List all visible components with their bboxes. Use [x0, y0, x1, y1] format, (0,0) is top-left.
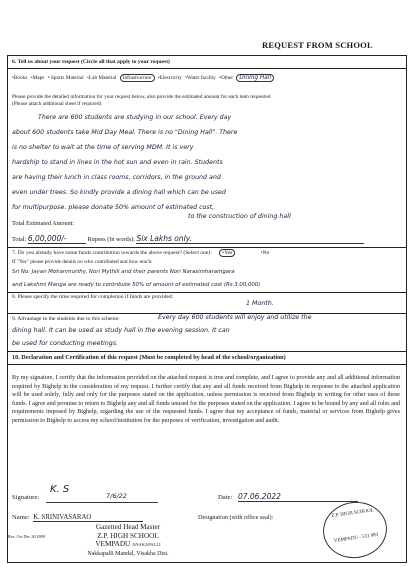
- divider: [8, 351, 406, 352]
- section-7-sub: If "Yes" please provide details on who contributed and how much:: [12, 259, 153, 265]
- request-line: is no shelter to wait at the time of serving MDM. It is very: [12, 144, 194, 151]
- other-value: Dining Hall: [236, 74, 274, 82]
- divider: [8, 292, 406, 293]
- page-header: REQUEST FROM SCHOOL: [262, 40, 373, 50]
- request-line: for multipurpose. please donate 50% amount of estimated cost,: [12, 204, 215, 211]
- funds-yes-option[interactable]: •Yes: [219, 249, 235, 257]
- seal-school: Z.P. HIGH SCHOOL: [97, 531, 159, 540]
- section-10-title: 10. Declaration and Certification of this request (Must be completed by head of the school/organization): [12, 354, 286, 361]
- signature-date: 7/6/22: [106, 492, 127, 500]
- rupees-value: Six Lakhs only.: [136, 234, 364, 244]
- signature-line: [46, 502, 158, 503]
- section-7-title: 7. Do you already have some funds contribution towards the above request? (Select one): •Yes •No: [12, 250, 270, 256]
- name-label: Name:: [12, 514, 30, 521]
- section-9-title: 9. Advantage to the students due to this scheme:: [12, 316, 120, 322]
- divider: [8, 247, 406, 248]
- contribution-line: Sri No: Jayan Mohanmurthy, Nori Mythili and their parents Nori Narasimharamgara: [12, 269, 235, 275]
- section-6-instruction-2: (Please attach additional sheet if required): [12, 101, 102, 107]
- designation-label: Designation (with office seal):: [198, 514, 274, 521]
- option-water[interactable]: •Water facility: [185, 75, 216, 81]
- request-type-options: [12, 75, 276, 81]
- total-amount-value: 6,00,000/-: [28, 234, 86, 244]
- revision-note: Rev. Oct Dec 30 2009: [8, 534, 46, 539]
- name-row: [12, 514, 143, 522]
- option-other[interactable]: •Other: [219, 75, 234, 81]
- signature-label: Signature:: [12, 494, 40, 501]
- completion-time-value: 1 Month.: [246, 300, 274, 307]
- advantage-line: dining hall. It can be used as study hall in the evening session. It can: [12, 327, 230, 334]
- section-8-title: 8. Please specify the time required for completion if funds are provided:: [12, 294, 174, 300]
- section-6-instruction: Please provide the detailed information for your request below, also provide the estimated amount for each item requested: [12, 94, 271, 100]
- seal-mandal: Nakkapalli Mandal, Visakha Dist.: [87, 550, 169, 557]
- request-line: about 600 students take Mid Day Meal. There is no "Dining Hall". There: [12, 129, 238, 136]
- request-line: There are 600 students are studying in our school. Every day: [38, 114, 232, 121]
- total-amount-label: Total:: [12, 236, 27, 243]
- rupees-label: Rupees (In words):: [87, 236, 135, 243]
- date-value: 07.06.2022: [238, 492, 358, 502]
- advantage-line: be used for conducting meetings.: [12, 340, 119, 347]
- date-label: Date:: [218, 494, 233, 501]
- round-school-stamp: Z.P. HIGH SCHOOL VEMPADU - 531 083: [319, 498, 390, 562]
- option-lab[interactable]: •Lab Material: [87, 75, 117, 81]
- contribution-line: and Lakshmi Manga are ready to contribute 50% of amount of estimated cost (Rs.3,00,000): [12, 282, 261, 288]
- request-line: even under trees. So kindly provide a dining hall which can be used: [12, 189, 226, 196]
- name-value: K. SRINIVASARAO: [33, 514, 143, 522]
- request-line: hardship to stand in lines in the hot sun and even in rain. Students: [12, 159, 223, 166]
- amount-row: [12, 234, 402, 244]
- total-label: Total Estimated Amount:: [12, 220, 75, 227]
- request-line: to the construction of dining hall: [188, 213, 291, 220]
- signature-image: K. S: [50, 484, 70, 495]
- option-electricity[interactable]: •Electricity: [157, 75, 182, 81]
- funds-no-option[interactable]: •No: [260, 250, 270, 256]
- declaration-text: By my signature, I certify that the information provided on the attached request is true and complete, and I agree to provide any and all additional information required by Bighelp in the consideration of my request. I further certify that any and all funds received from Bighelp in response to the attached application will be used solely, fully and only for the purposes stated on the application, unless permission is received from Bighelp in writing for other uses of these funds. I agree and promise to return to Bighelp any and all funds unused for the purposes stated on the application. I agree to be bound by any and all rules and requirements imposed by Bighelp, regarding the use of the requested funds. I agree that my acceptance of funds, material or services from Bighelp gives permission to Bighelp to access my school/institution for the purposes of verification, investigation and audit.: [12, 375, 400, 424]
- request-form: [7, 55, 407, 563]
- option-books[interactable]: •Books: [12, 75, 28, 81]
- option-infrastructure[interactable]: Infrastructure: [120, 74, 155, 82]
- request-line: are having their lunch in class rooms, corridors, in the ground and: [12, 174, 221, 181]
- option-maps[interactable]: •Maps: [30, 75, 45, 81]
- date-row: [218, 492, 358, 502]
- divider: [8, 364, 406, 365]
- divider: [8, 68, 406, 69]
- section-6-title: 6. Tell us about your request (Circle all that apply to your request): [12, 59, 170, 65]
- total-row: [12, 220, 74, 227]
- seal-title: Gazetted Head Master: [95, 523, 161, 531]
- option-sports[interactable]: • Sports Material: [47, 75, 84, 81]
- seal-place: VEMPADU ANAKAPALLI: [95, 540, 161, 548]
- advantage-line: Every day 600 students will enjoy and utilize the: [158, 314, 312, 321]
- office-seal: [68, 523, 188, 558]
